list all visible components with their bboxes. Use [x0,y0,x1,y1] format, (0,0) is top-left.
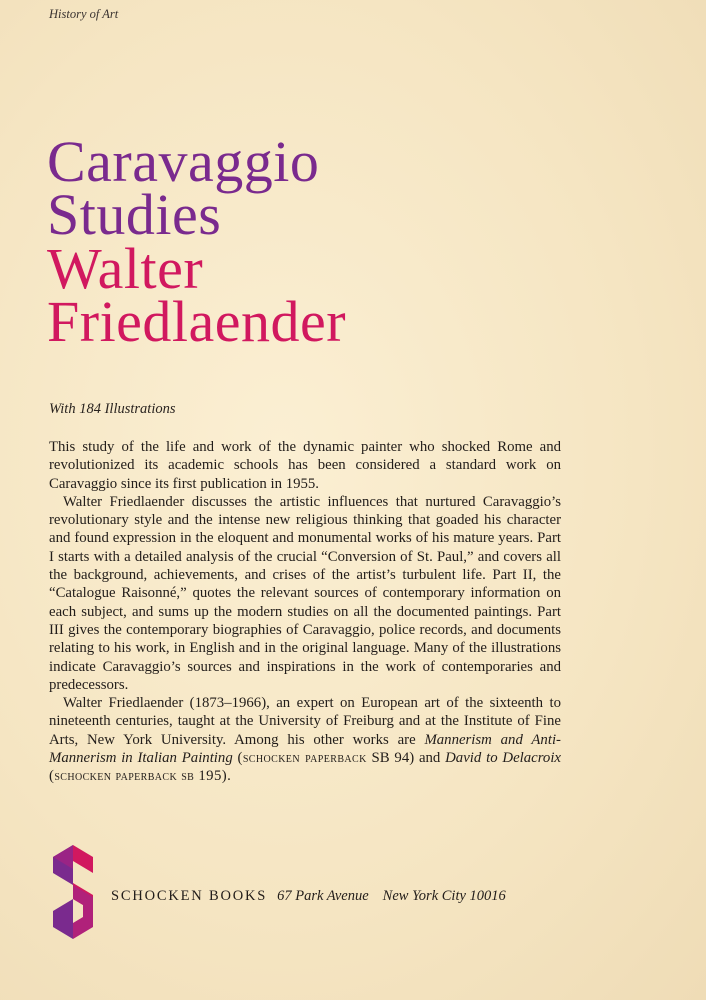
paperback-number-1: SB 94) [371,750,415,767]
series-label: History of Art [49,7,119,21]
schocken-logo-icon [52,843,94,941]
blurb-paragraph-2: Walter Friedlaender discusses the artistic influences that nurtured Caravaggio’s revolutionary style and the intense new religious thinking that goaded his character and found expression in the eloquent and monumental works of his mature years. Part I starts with a detailed analysis of the crucial “Conversion of St. Paul,” and covers all the background, achievements, and crises of the artist’s turbulent life. Part II, the “Catalogue Raisonné,” quotes the relevant sources of contemporary information on each subject, and sums up the modern studies on all the documented paintings. Part III gives the contemporary biographies of Caravaggio, police records, and documents relating to his work, in English and in the original language. Many of the illustrations indicate Caravaggio’s sources and inspirations in the work of contemporaries and predecessors. [49,493,561,693]
title-block [47,129,347,355]
publisher-name: SCHOCKEN BOOKS [111,888,268,904]
illustrations-note: With 184 Illustrations [49,401,176,417]
publisher-line [111,888,506,905]
book-reference-1: Mannerism and Anti-Mannerism in Italian Painting [49,731,561,767]
paperback-reference-1: (schocken paperback [237,750,367,767]
publisher-city: New York City 10016 [382,888,506,904]
author-bio-text: Walter Friedlaender (1873–1966), an expert on European art of the sixteenth to nineteenth centuries, taught at the University of Freiburg and at the Institute of Fine Arts, New York University. Among his other works are [49,695,561,748]
book-reference-2: David to Delacroix [445,750,562,767]
book-title-line-1: Caravaggio [47,129,320,194]
author-last-name: Friedlaender [47,289,347,355]
conjunction-text: and [414,750,446,767]
author-first-name: Walter [47,235,204,301]
blurb-paragraph-1: This study of the life and work of the dynamic painter who shocked Rome and revolutionized its academic schools has been considered a standard work on Caravaggio since its first publication in 1955. [49,439,561,492]
blurb-paragraph-3 [49,694,561,785]
publisher-address: 67 Park Avenue [277,888,369,904]
book-title-line-2: Studies [47,182,222,248]
blurb-text [49,438,561,786]
paperback-reference-2: (schocken paperback sb 195). [49,768,232,785]
